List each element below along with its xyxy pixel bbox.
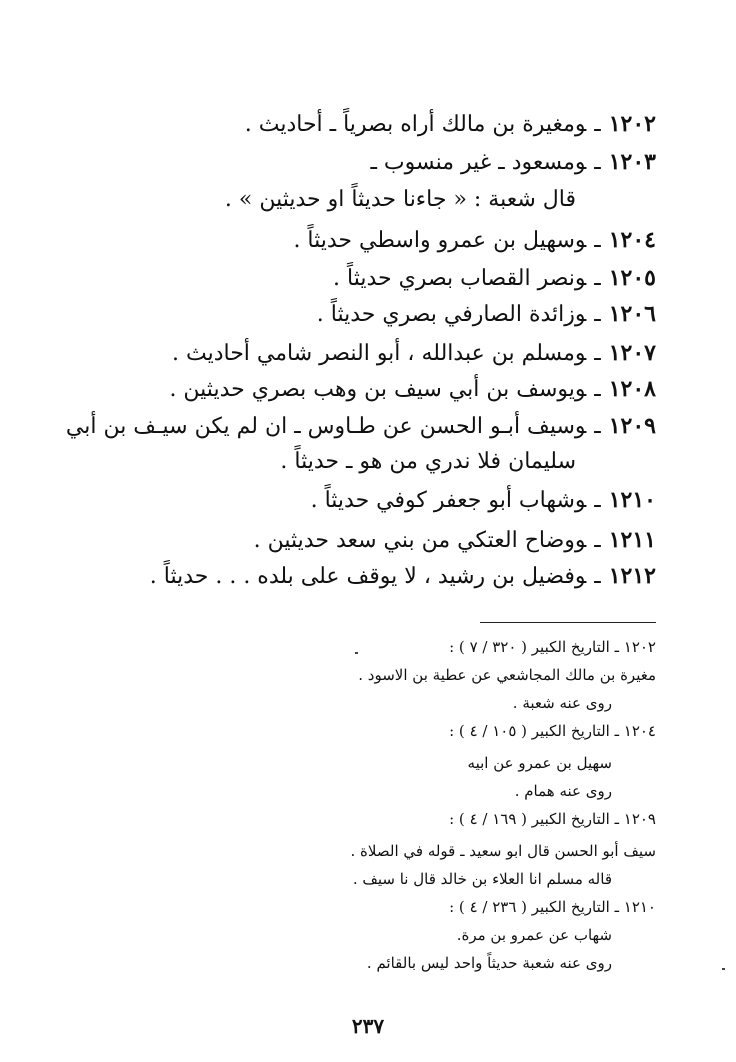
entry-number: ١٢١٠	[608, 487, 656, 513]
entry-number: ١٢٠٢	[608, 111, 656, 137]
entry-1208: ١٢٠٨ـويوسف بن أبي سيف بن وهب بصري حديثين .	[169, 373, 656, 406]
entry-number: ١٢٠٨	[608, 376, 656, 402]
entry-text: ونصر القصاب بصري حديثاً .	[333, 266, 587, 291]
entry-1206: ١٢٠٦ـوزائدة الصارفي بصري حديثاً .	[317, 298, 656, 331]
footnote-1204-line: سهيل بن عمرو عن ابيه	[467, 754, 612, 772]
footnote-1204-line: روى عنه همام .	[514, 782, 612, 800]
entry-1204: ١٢٠٤ـوسهيل بن عمرو واسطي حديثاً .	[293, 224, 656, 257]
footnote-1204-head: ١٢٠٤ ـ التاريخ الكبير ( ١٠٥ / ٤ ) :	[449, 722, 656, 740]
entry-number: ١٢٠٣	[608, 149, 656, 175]
entry-number: ١٢١٢	[608, 563, 656, 589]
entry-text: وسهيل بن عمرو واسطي حديثاً .	[293, 228, 587, 253]
footnote-1202-line: روى عنه شعبة .	[512, 694, 612, 712]
footnote-1202-line: مغيرة بن مالك المجاشعي عن عطية بن الاسود .	[358, 666, 656, 684]
entry-1209-continuation: سليمان فلا ندري من هو ـ حديثاً .	[280, 449, 576, 474]
scan-speck	[722, 968, 725, 970]
entry-1203-continuation: قال شعبة : « جاءنا حديثاً او حديثين » .	[224, 187, 576, 212]
entry-number: ١٢٠٧	[608, 340, 656, 366]
entry-number: ١٢٠٦	[608, 301, 656, 327]
footnote-1202-head: ١٢٠٢ ـ التاريخ الكبير ( ٣٢٠ / ٧ ) :	[449, 638, 656, 656]
entry-1205: ١٢٠٥ـونصر القصاب بصري حديثاً .	[333, 262, 656, 295]
entry-text: ومسعود ـ غير منسوب ـ	[370, 150, 587, 175]
entry-text: ويوسف بن أبي سيف بن وهب بصري حديثين .	[169, 377, 587, 402]
scan-speck	[355, 652, 358, 654]
footnote-1209-line: قاله مسلم انا العلاء بن خالد قال نا سيف .	[352, 870, 612, 888]
entry-text: وسيف أبـو الحسن عن طـاوس ـ ان لم يكن سيـف بن أبي	[65, 414, 587, 439]
footnote-1210-line: روى عنه شعبة حديثاً واحد ليس بالقائم .	[366, 954, 612, 972]
entry-1209: ١٢٠٩ـوسيف أبـو الحسن عن طـاوس ـ ان لم يكن سيـف بن أبي	[66, 410, 656, 443]
footnote-separator	[480, 622, 656, 623]
entry-1210: ١٢١٠ـوشهاب أبو جعفر كوفي حديثاً .	[311, 484, 656, 517]
entry-number: ١٢٠٤	[608, 227, 656, 253]
page-number: ٢٣٧	[351, 1014, 385, 1038]
entry-text: ومسلم بن عبدالله ، أبو النصر شامي أحاديث .	[171, 341, 587, 366]
entry-1207: ١٢٠٧ـومسلم بن عبدالله ، أبو النصر شامي أحاديث .	[172, 337, 656, 370]
entry-text: ومغيرة بن مالك أراه بصرياً ـ أحاديث .	[244, 112, 587, 137]
entry-1203: ١٢٠٣ـومسعود ـ غير منسوب ـ	[370, 146, 656, 179]
entry-text: وفضيل بن رشيد ، لا يوقف على بلده . . . حديثاً .	[149, 564, 587, 589]
entry-1212: ١٢١٢ـوفضيل بن رشيد ، لا يوقف على بلده . . . حديثاً .	[150, 560, 656, 593]
footnote-1209-line: سيف أبو الحسن قال ابو سعيد ـ قوله في الصلاة .	[350, 842, 656, 860]
footnote-1210-line: شهاب عن عمرو بن مرة.	[456, 926, 612, 944]
entry-number: ١٢١١	[608, 527, 656, 553]
entry-number: ١٢٠٥	[608, 265, 656, 291]
entry-text: ووضاح العتكي من بني سعد حديثين .	[253, 528, 587, 553]
footnote-1210-head: ١٢١٠ ـ التاريخ الكبير ( ٢٣٦ / ٤ ) :	[449, 898, 656, 916]
entry-number: ١٢٠٩	[608, 413, 656, 439]
footnote-1209-head: ١٢٠٩ ـ التاريخ الكبير ( ١٦٩ / ٤ ) :	[449, 810, 656, 828]
entry-1211: ١٢١١ـووضاح العتكي من بني سعد حديثين .	[254, 524, 656, 557]
entry-text: وزائدة الصارفي بصري حديثاً .	[316, 302, 587, 327]
entry-1202: ١٢٠٢ـومغيرة بن مالك أراه بصرياً ـ أحاديث .	[245, 108, 656, 141]
entry-text: وشهاب أبو جعفر كوفي حديثاً .	[310, 488, 587, 513]
